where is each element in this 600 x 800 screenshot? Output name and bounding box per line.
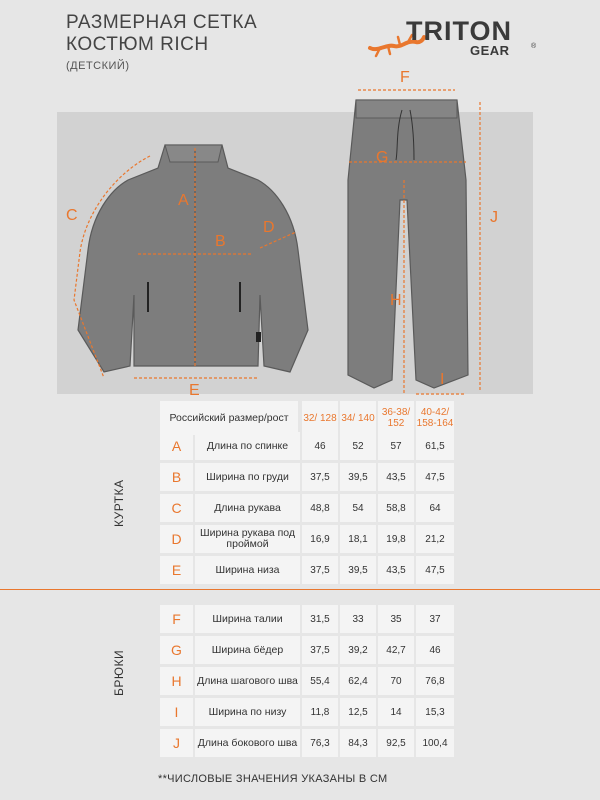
row-value: 46 [302, 432, 338, 460]
row-name: Длина бокового шва [195, 729, 300, 757]
row-value: 37,5 [302, 636, 338, 664]
section-jacket: КУРТКА [112, 479, 126, 527]
label-g: G [376, 149, 389, 166]
row-name: Длина по спинке [195, 432, 300, 460]
row-value: 57 [378, 432, 414, 460]
row-name: Длина шагового шва [195, 667, 300, 695]
row-value: 54 [340, 494, 376, 522]
row-value: 11,8 [302, 698, 338, 726]
row-letter: F [160, 605, 193, 633]
garment-diagram [0, 60, 600, 405]
label-c: C [66, 207, 78, 224]
subtitle: (ДЕТСКИЙ) [66, 60, 130, 72]
row-value: 16,9 [302, 525, 338, 553]
row-value: 43,5 [378, 556, 414, 584]
row-value: 70 [378, 667, 414, 695]
row-value: 92,5 [378, 729, 414, 757]
row-value: 64 [416, 494, 454, 522]
row-value: 15,3 [416, 698, 454, 726]
row-letter: G [160, 636, 193, 664]
row-value: 12,5 [340, 698, 376, 726]
row-value: 33 [340, 605, 376, 633]
label-i: I [440, 371, 445, 388]
row-value: 37,5 [302, 556, 338, 584]
pants-illustration [348, 100, 468, 388]
row-value: 43,5 [378, 463, 414, 491]
row-name: Ширина по низу [195, 698, 300, 726]
row-value: 52 [340, 432, 376, 460]
title-line-2: КОСТЮМ RICH [66, 34, 209, 55]
row-name: Ширина бёдер [195, 636, 300, 664]
row-value: 47,5 [416, 556, 454, 584]
logo-brand: TRITON [406, 16, 512, 46]
row-value: 55,4 [302, 667, 338, 695]
row-name: Длина рукава [195, 494, 300, 522]
row-value: 76,8 [416, 667, 454, 695]
row-value: 19,8 [378, 525, 414, 553]
label-f: F [400, 69, 410, 86]
header-size-4: 40-42/ 158-164 [416, 401, 454, 435]
label-e: E [189, 382, 200, 399]
row-value: 14 [378, 698, 414, 726]
brand-logo [366, 16, 536, 64]
row-value: 18,1 [340, 525, 376, 553]
row-value: 62,4 [340, 667, 376, 695]
row-value: 84,3 [340, 729, 376, 757]
row-value: 39,2 [340, 636, 376, 664]
label-b: B [215, 233, 226, 250]
section-divider [0, 589, 600, 590]
row-name: Ширина талии [195, 605, 300, 633]
row-value: 37 [416, 605, 454, 633]
row-letter: H [160, 667, 193, 695]
row-value: 42,7 [378, 636, 414, 664]
label-j: J [490, 209, 498, 226]
label-h: H [390, 292, 402, 309]
row-value: 76,3 [302, 729, 338, 757]
title-line-1: РАЗМЕРНАЯ СЕТКА [66, 12, 258, 33]
header-size-label: Российский размер/рост [160, 401, 298, 435]
row-letter: C [160, 494, 193, 522]
row-letter: I [160, 698, 193, 726]
row-value: 100,4 [416, 729, 454, 757]
row-value: 46 [416, 636, 454, 664]
row-value: 37,5 [302, 463, 338, 491]
jacket-illustration [78, 145, 308, 372]
logo-registered: ® [531, 43, 537, 50]
row-name: Ширина по груди [195, 463, 300, 491]
row-value: 47,5 [416, 463, 454, 491]
row-value: 21,2 [416, 525, 454, 553]
row-value: 39,5 [340, 463, 376, 491]
row-value: 35 [378, 605, 414, 633]
row-letter: A [160, 432, 193, 460]
row-letter: E [160, 556, 193, 584]
row-value: 48,8 [302, 494, 338, 522]
row-letter: B [160, 463, 193, 491]
row-value: 61,5 [416, 432, 454, 460]
label-a: A [178, 192, 189, 209]
header-size-1: 32/ 128 [302, 401, 338, 435]
row-name: Ширина рукава под проймой [195, 525, 300, 553]
section-pants: БРЮКИ [112, 649, 126, 696]
row-value: 58,8 [378, 494, 414, 522]
label-d: D [263, 219, 275, 236]
header-size-2: 34/ 140 [340, 401, 376, 435]
header-size-3: 36-38/ 152 [378, 401, 414, 435]
logo-sub: GEAR [470, 43, 510, 58]
footnote: **ЧИСЛОВЫЕ ЗНАЧЕНИЯ УКАЗАНЫ В СМ [158, 773, 388, 785]
page-title [66, 12, 257, 56]
row-value: 31,5 [302, 605, 338, 633]
row-letter: J [160, 729, 193, 757]
row-name: Ширина низа [195, 556, 300, 584]
row-value: 39,5 [340, 556, 376, 584]
row-letter: D [160, 525, 193, 553]
